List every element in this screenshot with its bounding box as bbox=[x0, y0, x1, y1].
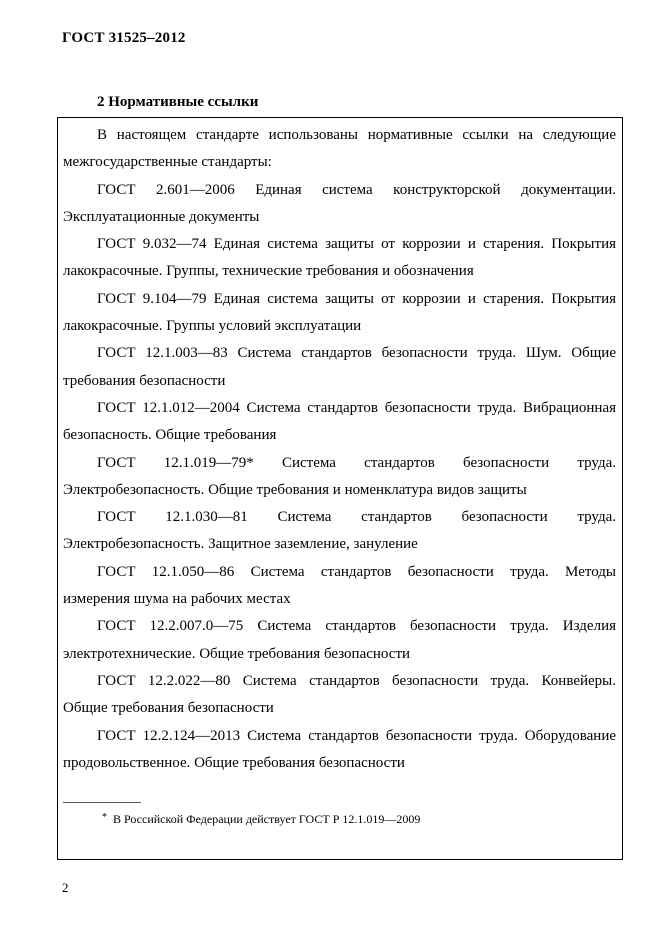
page-number: 2 bbox=[62, 880, 69, 895]
reference-paragraph bbox=[63, 450, 616, 505]
document-header: ГОСТ 31525–2012 bbox=[62, 30, 186, 46]
reference-first-line: ГОСТ 9.104—79 Единая система защиты от коррозии и старения. Покрытия bbox=[97, 290, 616, 307]
reference-paragraph bbox=[63, 340, 616, 395]
reference-continuation: Эксплуатационные документы bbox=[63, 208, 260, 225]
reference-first-line: ГОСТ 12.1.019—79* Система стандартов безопасности труда. bbox=[97, 454, 616, 471]
reference-first-line: ГОСТ 12.1.003—83 Система стандартов безопасности труда. Шум. Общие bbox=[97, 345, 616, 362]
reference-paragraph bbox=[63, 668, 616, 723]
content-frame bbox=[57, 117, 623, 860]
reference-paragraph bbox=[63, 613, 616, 668]
reference-continuation: межгосударственные стандарты: bbox=[63, 154, 272, 171]
reference-first-line: ГОСТ 9.032—74 Единая система защиты от коррозии и старения. Покрытия bbox=[97, 236, 616, 253]
reference-continuation: продовольственное. Общие требования безопасности bbox=[63, 754, 405, 771]
reference-first-line: ГОСТ 12.2.007.0—75 Система стандартов безопасности труда. Изделия bbox=[97, 618, 616, 635]
reference-continuation: Электробезопасность. Защитное заземление, зануление bbox=[63, 536, 418, 553]
reference-first-line: ГОСТ 12.2.022—80 Система стандартов безопасности труда. Конвейеры. bbox=[97, 672, 616, 689]
reference-continuation: лакокрасочные. Группы условий эксплуатации bbox=[63, 318, 362, 335]
reference-first-line: ГОСТ 12.1.050—86 Система стандартов безопасности труда. Методы bbox=[97, 563, 616, 580]
reference-first-line: ГОСТ 2.601—2006 Единая система конструкторской документации. bbox=[97, 181, 616, 198]
reference-paragraph bbox=[63, 286, 616, 341]
footnote-separator bbox=[63, 802, 141, 803]
reference-continuation: электротехнические. Общие требования безопасности bbox=[63, 645, 411, 662]
reference-first-line: ГОСТ 12.1.012—2004 Система стандартов безопасности труда. Вибрационная bbox=[97, 399, 616, 416]
footnote bbox=[102, 810, 420, 827]
reference-first-line: ГОСТ 12.1.030—81 Система стандартов безопасности труда. bbox=[97, 509, 616, 526]
reference-continuation: безопасность. Общие требования bbox=[63, 427, 277, 444]
reference-continuation: лакокрасочные. Группы, технические требования и обозначения bbox=[63, 263, 474, 280]
reference-first-line: В настоящем стандарте использованы нормативные ссылки на следующие bbox=[97, 127, 616, 143]
reference-paragraph bbox=[63, 504, 616, 559]
reference-list bbox=[63, 122, 616, 777]
reference-continuation: измерения шума на рабочих местах bbox=[63, 591, 291, 608]
section-title: 2 Нормативные ссылки bbox=[97, 94, 259, 110]
reference-paragraph bbox=[63, 723, 616, 778]
reference-paragraph bbox=[63, 122, 616, 177]
reference-continuation: требования безопасности bbox=[63, 372, 226, 389]
reference-continuation: Электробезопасность. Общие требования и номенклатура видов защиты bbox=[63, 481, 527, 498]
reference-continuation: Общие требования безопасности bbox=[63, 700, 274, 717]
reference-paragraph bbox=[63, 231, 616, 286]
reference-first-line: ГОСТ 12.2.124—2013 Система стандартов безопасности труда. Оборудование bbox=[97, 727, 616, 744]
reference-paragraph bbox=[63, 395, 616, 450]
footnote-mark: * bbox=[102, 812, 107, 823]
reference-paragraph bbox=[63, 559, 616, 614]
reference-paragraph bbox=[63, 177, 616, 232]
footnote-text: В Российской Федерации действует ГОСТ Р 12.1.019—2009 bbox=[113, 812, 421, 826]
